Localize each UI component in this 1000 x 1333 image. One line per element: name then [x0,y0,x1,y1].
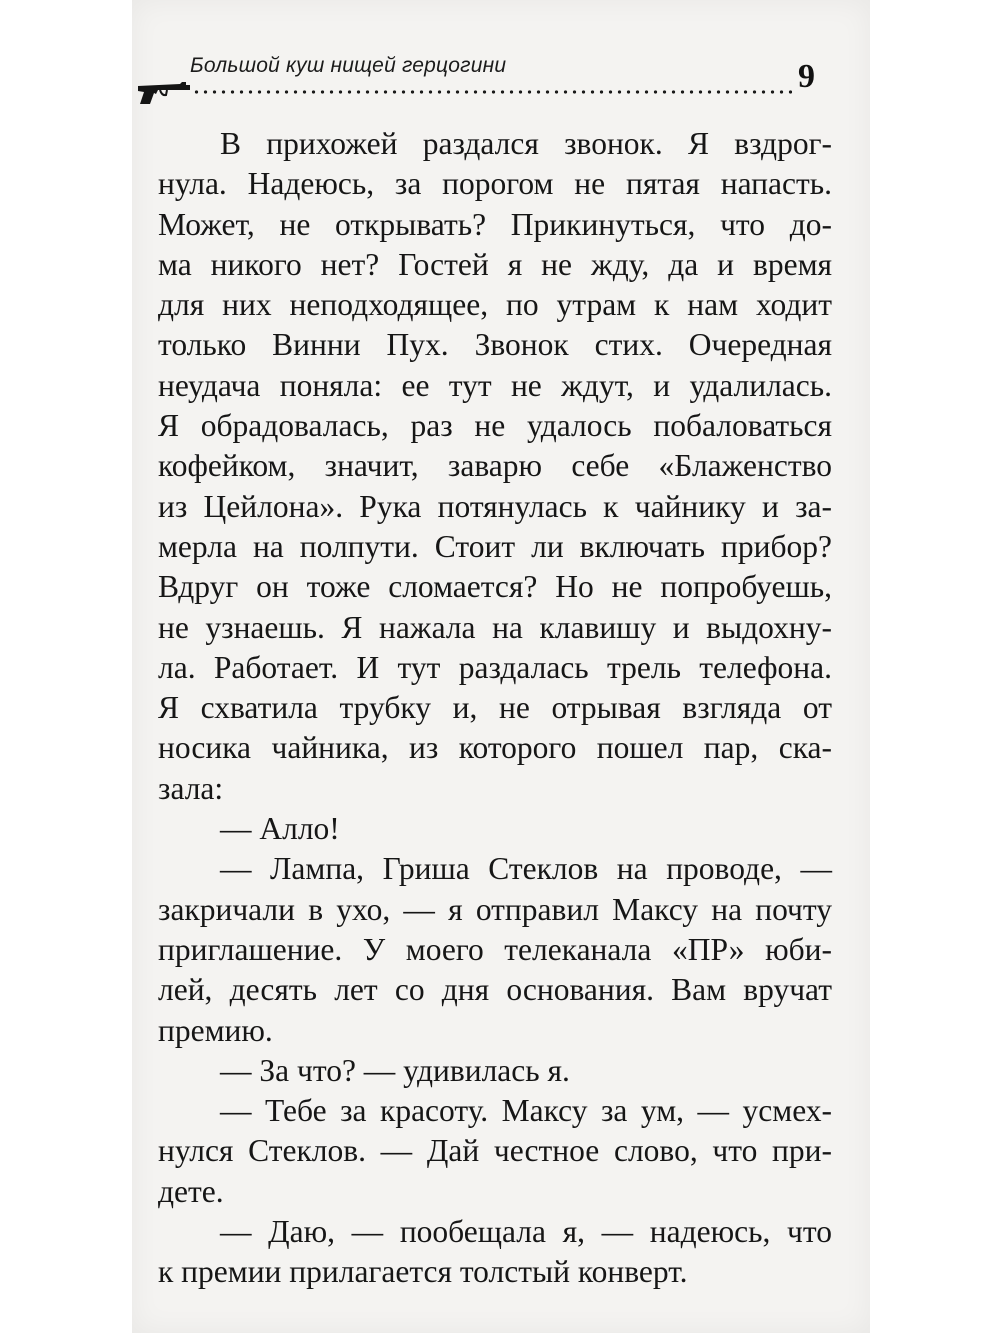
text-line: приглашение. У моего телеканала «ПР» юби- [158,931,832,967]
page-number: 9 [798,58,815,95]
text-line: — Лампа, Гриша Стеклов на проводе, — [220,851,832,887]
text-line: кофейком, значит, заварю себе «Блаженство [158,448,832,484]
text-line: ла. Работает. И тут раздалась трель телефона. [158,649,832,685]
text-line: нула. Надеюсь, за порогом не пятая напасть. [158,166,832,202]
text-line: — Даю, — пообещала я, — надеюсь, что [220,1214,832,1250]
text-line: мерла на полпути. Стоит ли включать прибор? [158,528,832,564]
text-line: дете. [158,1173,224,1209]
text-line: ма никого нет? Гостей я не жду, да и время [158,246,832,282]
text-line: В прихожей раздался звонок. Я вздрог- [220,126,832,161]
text-line: — За что? — удивилась я. [220,1052,570,1088]
book-page [132,0,870,1333]
text-line: к премии прилагается толстый конверт. [158,1254,688,1290]
text-line: — Алло! [220,811,340,847]
text-line: лей, десять лет со дня основания. Вам вручат [158,972,832,1008]
text-line: зала: [158,770,224,806]
text-line: закричали в ухо, — я отправил Максу на почту [158,891,832,927]
text-line: Я схватила трубку и, не отрывая взгляда от [158,690,832,726]
text-line: только Винни Пух. Звонок стих. Очередная [158,327,832,363]
text-line: неудача поняла: ее тут не ждут, и удалилась. [158,367,832,403]
text-line: носика чайника, из которого пошел пар, ска- [158,730,832,766]
text-line: для них неподходящее, по утрам к нам ходит [158,287,832,323]
text-line: Вдруг он тоже сломается? Но не попробуешь, [158,569,832,605]
text-line: не узнаешь. Я нажала на клавишу и выдохну- [158,609,832,645]
pistol-icon [136,80,192,106]
text-line: премию. [158,1012,273,1048]
text-line: из Цейлона». Рука потянулась к чайнику и за- [158,488,832,524]
text-line: Может, не открывать? Прикинуться, что до- [158,206,832,242]
running-title: Большой куш нищей герцогини [190,54,507,77]
page-body [158,124,832,1293]
dotted-rule [192,90,792,94]
text-line: Я обрадовалась, раз не удалось побаловаться [158,408,832,444]
text-line: — Тебе за красоту. Максу за ум, — усмех- [220,1093,832,1129]
text-line: нулся Стеклов. — Дай честное слово, что при- [158,1133,832,1169]
page-header [132,44,870,114]
